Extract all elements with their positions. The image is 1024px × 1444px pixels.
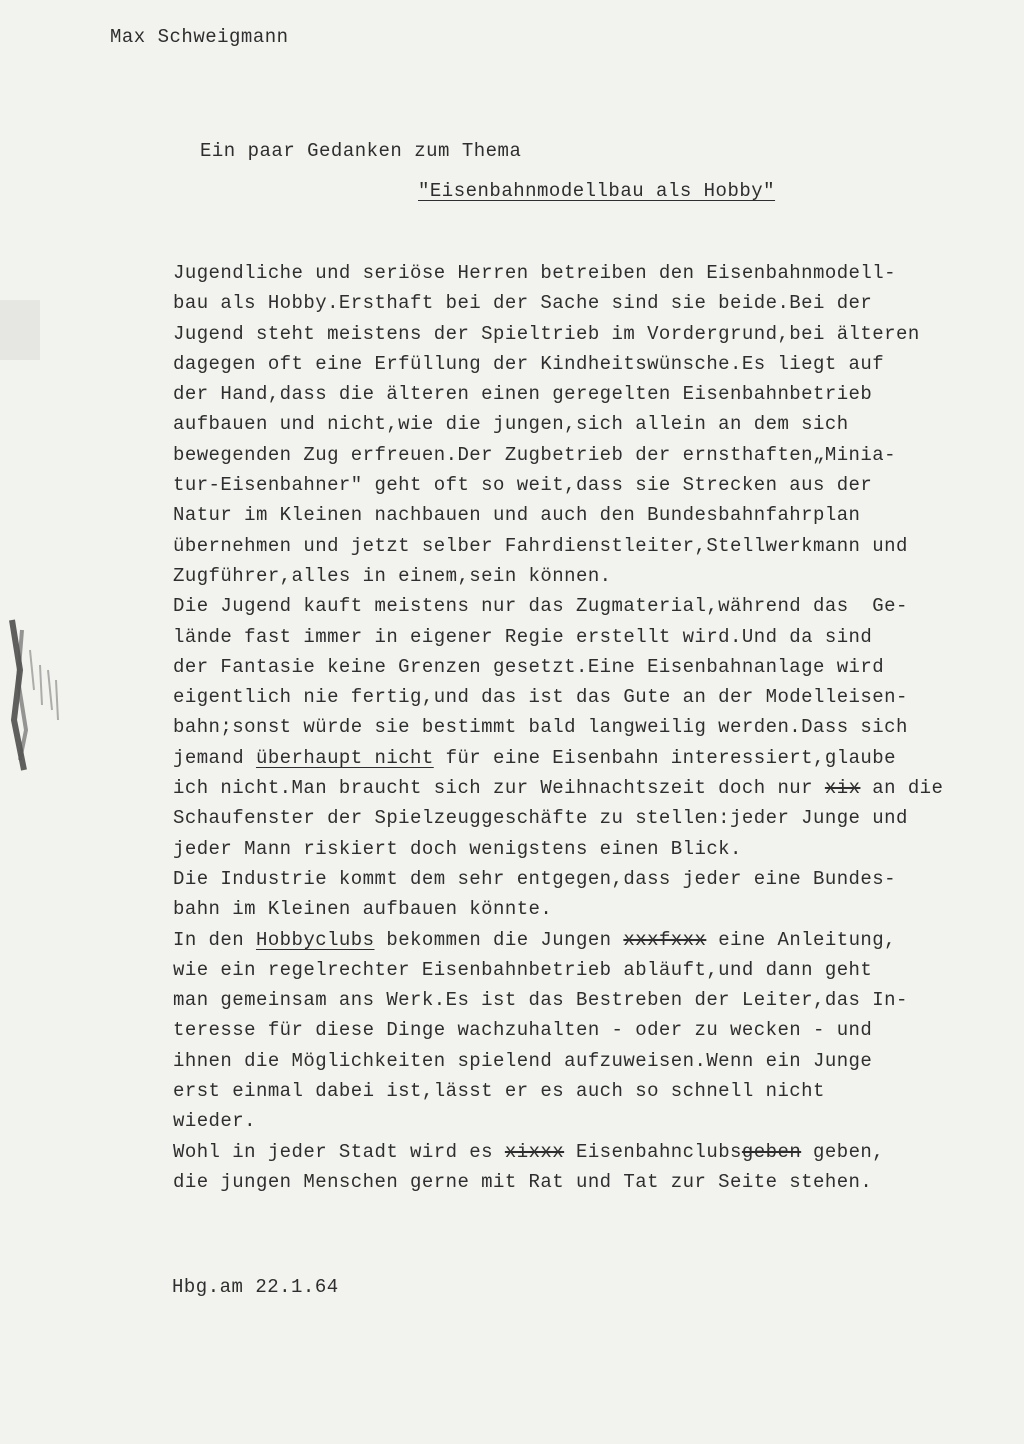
text-line: Schaufenster der Spielzeuggeschäfte zu stellen:jeder Junge und bbox=[173, 807, 908, 830]
text-line: Jugendliche und seriöse Herren betreiben den Eisenbahnmodell- bbox=[173, 262, 896, 284]
paragraph bbox=[173, 591, 1003, 864]
text-segment: jemand bbox=[173, 746, 256, 769]
text-segment: Eisenbahnclubs bbox=[564, 1140, 742, 1163]
text-line: bau als Hobby.Ersthaft bei der Sache sind sie beide.Bei der bbox=[173, 292, 873, 315]
struck-out-text: xix bbox=[824, 777, 861, 800]
underlined-phrase: überhaupt nicht bbox=[255, 746, 434, 769]
text-line: Die Jugend kauft meistens nur das Zugmaterial,während das Ge- bbox=[173, 595, 908, 618]
text-line: bahn im Kleinen aufbauen könnte. bbox=[173, 898, 553, 921]
text-segment: bekommen die Jungen bbox=[374, 928, 624, 951]
paragraph bbox=[173, 864, 1003, 925]
text-line bbox=[173, 925, 1003, 955]
text-segment: an die bbox=[860, 777, 944, 800]
faint-stamp-mark bbox=[0, 300, 40, 360]
text-line: man gemeinsam ans Werk.Es ist das Bestreben der Leiter,das In- bbox=[173, 989, 908, 1012]
text-line: wie ein regelrechter Eisenbahnbetrieb abläuft,und dann geht bbox=[173, 958, 873, 981]
text-line: übernehmen und jetzt selber Fahrdienstleiter,Stellwerkmann und bbox=[173, 534, 908, 557]
text-line: dagegen oft eine Erfüllung der Kindheitswünsche.Es liegt auf bbox=[173, 352, 885, 375]
text-segment: Wohl in jeder Stadt wird es bbox=[173, 1140, 505, 1163]
text-line: die jungen Menschen gerne mit Rat und Tat zur Seite stehen. bbox=[173, 1170, 873, 1193]
text-line: der Hand,dass die älteren einen geregelten Eisenbahnbetrieb bbox=[173, 383, 873, 406]
text-line: Natur im Kleinen nachbauen und auch den Bundesbahnfahrplan bbox=[173, 504, 861, 527]
paragraph bbox=[173, 258, 1003, 591]
text-line bbox=[173, 743, 1003, 773]
document-date: Hbg.am 22.1.64 bbox=[172, 1276, 339, 1298]
text-line: jeder Mann riskiert doch wenigstens einen Blick. bbox=[173, 837, 742, 860]
text-line: wieder. bbox=[173, 1110, 256, 1133]
text-segment: eine Anleitung, bbox=[706, 928, 896, 951]
text-line: ihnen die Möglichkeiten spielend aufzuweisen.Wenn ein Junge bbox=[173, 1049, 873, 1072]
document-body bbox=[173, 258, 1003, 1197]
text-line: tur-Eisenbahner" geht oft so weit,dass sie Strecken aus der bbox=[173, 474, 873, 497]
document-title: Ein paar Gedanken zum Thema bbox=[200, 140, 522, 162]
text-line: der Fantasie keine Grenzen gesetzt.Eine Eisenbahnanlage wird bbox=[173, 655, 885, 678]
struck-out-text: xixxx bbox=[504, 1140, 565, 1163]
text-segment: ich nicht.Man braucht sich zur Weihnachtszeit doch nur bbox=[173, 777, 825, 800]
document-subtitle: "Eisenbahnmodellbau als Hobby" bbox=[418, 180, 776, 202]
text-line bbox=[173, 773, 1003, 803]
text-line: aufbauen und nicht,wie die jungen,sich allein an dem sich bbox=[173, 413, 849, 436]
text-segment: für eine Eisenbahn interessiert,glaube bbox=[433, 746, 896, 769]
text-line: eigentlich nie fertig,und das ist das Gute an der Modelleisen- bbox=[173, 686, 908, 709]
text-line: bahn;sonst würde sie bestimmt bald langweilig werden.Dass sich bbox=[173, 716, 908, 739]
struck-out-text: xxxfxxx bbox=[623, 928, 707, 951]
underlined-phrase: Hobbyclubs bbox=[255, 928, 375, 951]
paragraph bbox=[173, 925, 1003, 1137]
text-line: bewegenden Zug erfreuen.Der Zugbetrieb der ernsthaften„Minia- bbox=[173, 443, 896, 466]
text-line: lände fast immer in eigener Regie erstellt wird.Und da sind bbox=[173, 625, 873, 648]
text-line: teresse für diese Dinge wachzuhalten - oder zu wecken - und bbox=[173, 1019, 873, 1042]
paragraph bbox=[173, 1137, 1003, 1198]
text-line bbox=[173, 1137, 1003, 1167]
text-segment: geben, bbox=[801, 1140, 885, 1163]
text-line: Zugführer,alles in einem,sein können. bbox=[173, 564, 612, 587]
author-name: Max Schweigmann bbox=[110, 26, 289, 48]
text-line: Die Industrie kommt dem sehr entgegen,dass jeder eine Bundes- bbox=[173, 867, 896, 890]
text-segment: In den bbox=[173, 928, 256, 951]
text-line: erst einmal dabei ist,lässt er es auch so schnell nicht bbox=[173, 1080, 825, 1103]
text-line: Jugend steht meistens der Spieltrieb im Vordergrund,bei älteren bbox=[173, 322, 920, 345]
pencil-scribble bbox=[0, 610, 70, 780]
struck-out-text: geben bbox=[741, 1140, 802, 1163]
